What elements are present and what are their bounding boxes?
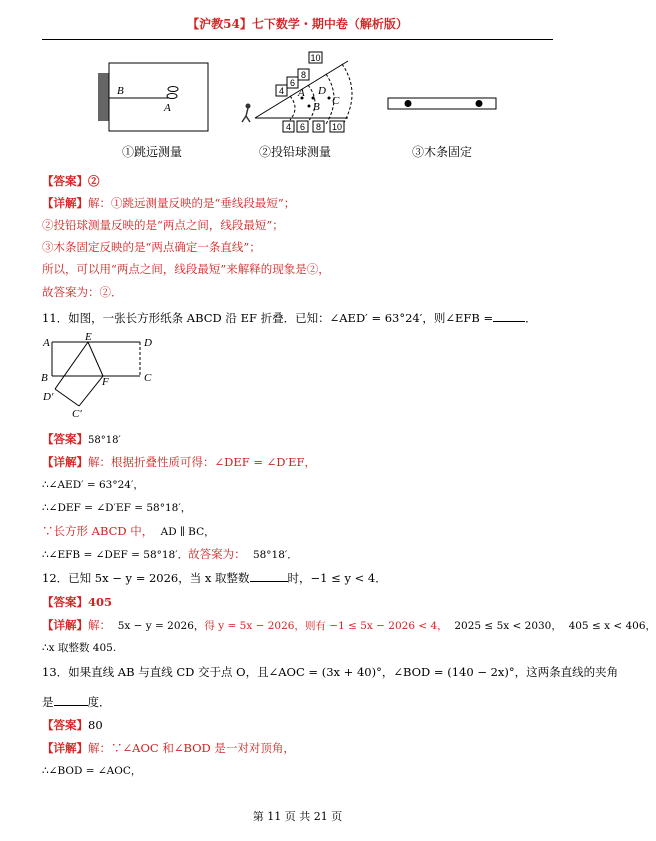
- q13-line: ∴∠BOD = ∠AOC，: [42, 765, 142, 777]
- takeoff-board: [98, 73, 109, 121]
- top-figures: [80, 48, 510, 166]
- shot-put-figure: [242, 52, 352, 132]
- marker-10: 10: [310, 53, 321, 63]
- marker-6: 6: [299, 122, 306, 132]
- q11-detail-line: [42, 455, 316, 470]
- q11-line: 解：根据折叠性质可得：∠DEF = ∠D′EF，: [88, 455, 317, 469]
- marker-10: 10: [331, 122, 343, 132]
- label-D: D: [318, 85, 326, 97]
- q12-line-part: 405 ≤ x < 406，: [568, 620, 656, 632]
- q11-line: [42, 547, 298, 563]
- q13-stem-text: 度．: [87, 695, 111, 709]
- nail-icon: [405, 100, 412, 107]
- caption-shot-put: ②投铅球测量: [258, 145, 332, 159]
- q13-stem-text: 是: [42, 695, 54, 709]
- q11-line-part: ∵长方形 ABCD 中，: [42, 524, 154, 538]
- q12-stem-text: 12．已知 5x − y = 2026，当 x 取整数: [42, 571, 250, 585]
- answer-value: 80: [88, 718, 103, 732]
- q13-stem: 13．如果直线 AB 与直线 CD 交于点 O，且∠AOC = (3x + 40)°，∠BOD = (140 − 2x)°，这两条直线的夹角: [42, 665, 619, 679]
- answer-blank: [54, 695, 88, 706]
- q12-line-part: 5x − y = 2026，: [117, 620, 205, 632]
- q11-line: ∴∠AED′ = 63°24′，: [42, 479, 144, 491]
- q12-line-part: 则有 −1 ≤ 5x − 2026 < 4，: [304, 620, 448, 632]
- detail-label: 【详解】: [42, 196, 88, 210]
- q12-line-part: 得 y = 5x − 2026，: [204, 620, 305, 632]
- label-D: D: [144, 337, 152, 349]
- label-C-prime: C′: [72, 408, 82, 420]
- label-A: A: [298, 87, 305, 99]
- label-C: C: [332, 95, 340, 107]
- q13-detail-line: [42, 741, 295, 756]
- q10-detail-line: [42, 196, 295, 211]
- label-E: E: [85, 331, 92, 343]
- q13-stem-2: [42, 695, 111, 710]
- q11-line: ∴∠DEF = ∠D′EF = 58°18′，: [42, 502, 192, 514]
- marker-6: 6: [289, 78, 296, 88]
- answer-blank: [250, 571, 288, 582]
- sand-pit: [109, 63, 208, 131]
- label-B: B: [313, 101, 320, 113]
- answer-value: 58°18′: [88, 435, 121, 446]
- thrower-icon: [246, 104, 251, 109]
- q12-answer: 【答案】405: [42, 595, 113, 609]
- q11-line: [42, 524, 215, 540]
- footprint: [168, 87, 178, 92]
- nail-icon: [476, 100, 483, 107]
- marker-8: 8: [315, 122, 322, 132]
- answer-label: 【答案】: [42, 432, 88, 446]
- q10-line: 解：①跳远测量反映的是“垂线段最短”；: [88, 196, 296, 210]
- q10-line: ②投铅球测量反映的是“两点之间，线段最短”；: [42, 218, 284, 232]
- label-B: B: [41, 372, 48, 384]
- q13-answer: [42, 718, 103, 733]
- q11-stem: [42, 311, 537, 326]
- q12-line-part: 2025 ≤ 5x < 2030，: [454, 620, 562, 632]
- label-A: A: [164, 102, 171, 114]
- detail-label: 【详解】: [42, 741, 88, 755]
- wood-strip-figure: [388, 98, 496, 109]
- q12-line-part: 解：: [88, 618, 111, 632]
- caption-long-jump: ①跳远测量: [121, 145, 183, 159]
- page-footer: 第 11 页 共 21 页: [252, 810, 343, 823]
- label-B: B: [117, 85, 124, 97]
- q11-line-part: 故答案为：: [188, 547, 246, 561]
- caption-wood-strip: ③木条固定: [411, 145, 473, 159]
- answer-blank: [493, 311, 525, 322]
- q12-stem-text: 时，−1 ≤ y < 4．: [287, 571, 387, 585]
- q10-line: ③木条固定反映的是“两点确定一条直线”；: [42, 240, 261, 254]
- label-F: F: [102, 376, 109, 388]
- page-header: [0, 15, 595, 32]
- long-jump-figure: [98, 63, 208, 131]
- header-title: 【沪教54】七下数学・期中卷（解析版）: [187, 17, 408, 31]
- marker-4: 4: [285, 122, 292, 132]
- marker-8: 8: [300, 70, 307, 80]
- q11-stem-text: 11．如图，一张长方形纸条 ABCD 沿 EF 折叠．已知：∠AED′ = 63°24′，则∠EFB =: [42, 311, 494, 325]
- q11-stem-end: ．: [525, 311, 537, 325]
- q10-line: 故答案为：②．: [42, 285, 123, 299]
- marker-4: 4: [278, 86, 285, 96]
- detail-label: 【详解】: [42, 618, 88, 632]
- q12-line: ∴x 取整数 405.: [42, 642, 117, 654]
- q11-line-part: 58°18′．: [252, 549, 298, 561]
- q11-answer: [42, 432, 121, 448]
- q12-stem: [42, 571, 387, 586]
- detail-label: 【详解】: [42, 455, 88, 469]
- q11-line-part: ∴∠EFB = ∠DEF = 58°18′．: [42, 549, 189, 561]
- label-D-prime: D′: [43, 391, 54, 403]
- label-A: A: [43, 337, 50, 349]
- q11-line-part: AD ∥ BC，: [160, 526, 215, 538]
- q12-detail-line: [42, 618, 656, 634]
- q13-line: 解：∵∠AOC 和∠BOD 是一对对顶角，: [88, 741, 295, 755]
- q11-figure: [40, 331, 170, 424]
- footprint: [167, 94, 177, 99]
- label-C: C: [144, 372, 152, 384]
- q10-answer: 【答案】②: [42, 174, 100, 188]
- answer-label: 【答案】: [42, 718, 88, 732]
- header-rule: [42, 39, 553, 40]
- q10-line: 所以，可以用“两点之间，线段最短”来解释的现象是②，: [42, 262, 330, 276]
